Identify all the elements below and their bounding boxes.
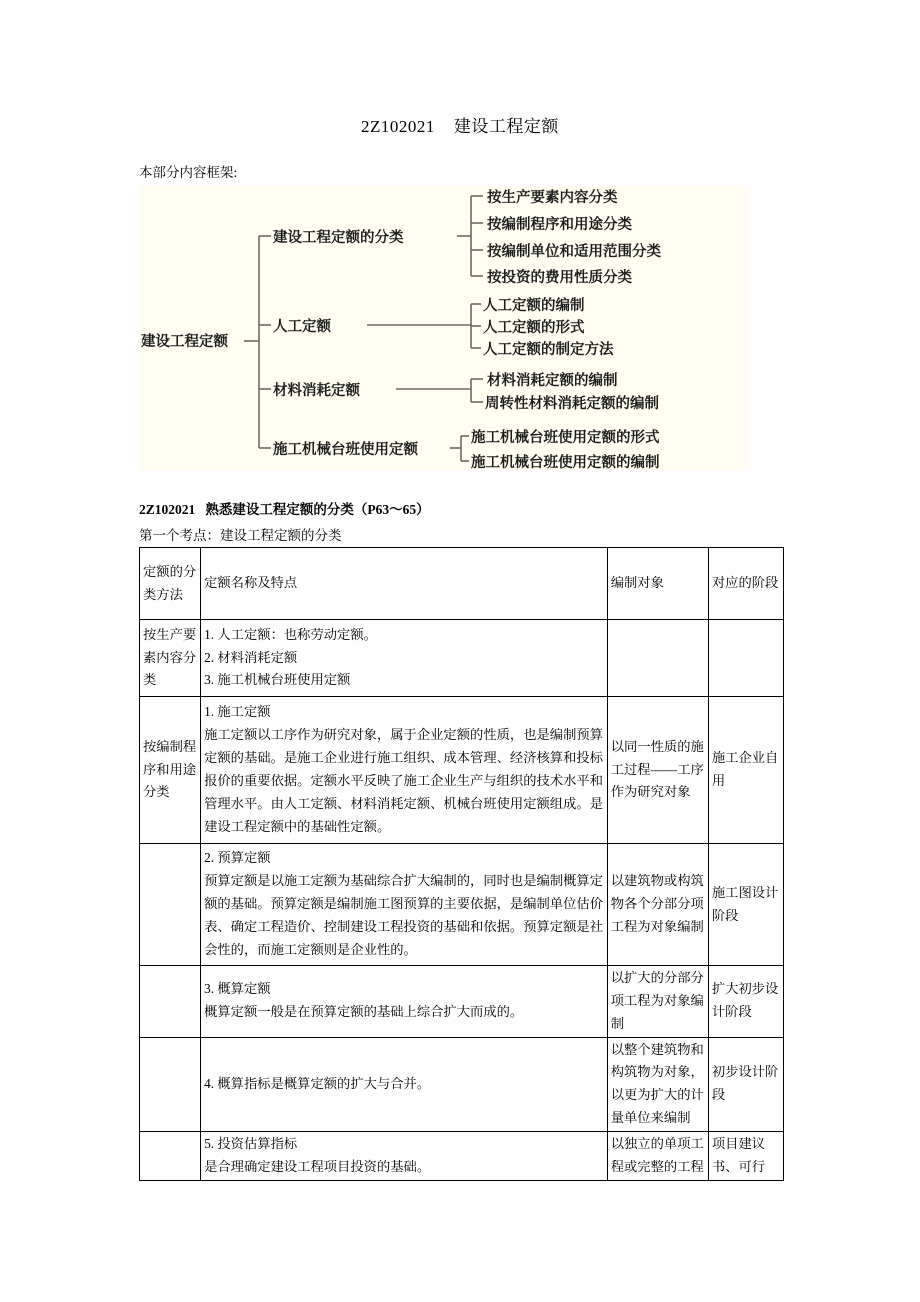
cell-object: 以整个建筑物和构筑物为对象，以更为扩大的计量单位来编制 — [607, 1037, 708, 1131]
table-header-row — [140, 548, 784, 620]
diagram-branch-label-4: 施工机械台班使用定额 — [273, 442, 418, 458]
cell-stage — [708, 620, 783, 697]
cell-name-line: 5. 投资估算指标 — [204, 1136, 298, 1152]
content-framework-diagram — [139, 186, 746, 470]
cell-stage: 扩大初步设计阶段 — [708, 966, 783, 1038]
cell-method — [140, 966, 201, 1038]
table-row — [140, 620, 784, 697]
cell-name-line: 3. 概算定额 — [204, 981, 271, 997]
cell-stage: 项目建议书、可行 — [708, 1132, 783, 1181]
section-subheading: 第一个考点：建设工程定额的分类 — [139, 528, 342, 543]
table-row — [140, 697, 784, 844]
table-row — [140, 966, 784, 1038]
diagram-branch-label-3: 材料消耗定额 — [273, 383, 360, 399]
diagram-leaf-3-1: 材料消耗定额的编制 — [487, 373, 618, 389]
diagram-leaf-1-1: 按生产要素内容分类 — [487, 190, 618, 206]
definition-classification-table — [139, 547, 784, 1181]
cell-name-line: 1. 施工定额 — [204, 704, 271, 720]
cell-method: 按生产要素内容分类 — [140, 620, 201, 697]
cell-name-line: 1. 人工定额：也称劳动定额。 — [204, 626, 377, 642]
cell-object: 以同一性质的施工过程——工序作为研究对象 — [607, 697, 708, 844]
cell-method — [140, 844, 201, 966]
cell-name — [201, 966, 608, 1038]
diagram-leaf-1-2: 按编制程序和用途分类 — [487, 217, 632, 233]
cell-method — [140, 1132, 201, 1181]
diagram-root-label: 建设工程定额 — [141, 334, 228, 350]
cell-name-line: 是合理确定建设工程项目投资的基础。 — [204, 1158, 431, 1174]
diagram-branch-label-1: 建设工程定额的分类 — [273, 230, 404, 246]
diagram-leaf-3-2: 周转性材料消耗定额的编制 — [485, 396, 659, 412]
cell-name — [201, 697, 608, 844]
cell-name-line: 概算定额一般是在预算定额的基础上综合扩大而成的。 — [204, 1004, 524, 1020]
header-cell-stage: 对应的阶段 — [708, 548, 783, 620]
cell-stage: 初步设计阶段 — [708, 1037, 783, 1131]
diagram-leaf-2-1: 人工定额的编制 — [483, 298, 585, 314]
cell-stage: 施工图设计阶段 — [708, 844, 783, 966]
table-row — [140, 1132, 784, 1181]
cell-name-line: 2. 预算定额 — [204, 850, 271, 866]
diagram-leaf-2-2: 人工定额的形式 — [483, 320, 585, 336]
diagram-leaf-1-3: 按编制单位和适用范围分类 — [487, 244, 661, 260]
header-cell-method: 定额的分类方法 — [140, 548, 201, 620]
page-title: 2Z102021 建设工程定额 — [361, 117, 559, 136]
table-row — [140, 1037, 784, 1131]
cell-name — [201, 844, 608, 966]
diagram-leaf-4-2: 施工机械台班使用定额的编制 — [471, 455, 660, 470]
cell-method: 按编制程序和用途分类 — [140, 697, 201, 844]
cell-name-line: 施工定额以工序作为研究对象，属于企业定额的性质，也是编制预算定额的基础。是施工企业进行施工组织、成本管理、经济核算和投标报价的重要依据。定额水平反映了施工企业生产与组织的技术水平和管理水平。由人工定额、材料消耗定额、机械台班使用定额组成。是建设工程定额中的基础性定额。 — [204, 727, 603, 834]
cell-name — [201, 1037, 608, 1131]
cell-name — [201, 1132, 608, 1181]
cell-object: 以建筑物或构筑物各个分部分项工程为对象编制 — [607, 844, 708, 966]
cell-name-line: 2. 材料消耗定额 — [204, 649, 298, 665]
cell-object: 以独立的单项工程或完整的工程 — [607, 1132, 708, 1181]
cell-object: 以扩大的分部分项工程为对象编制 — [607, 966, 708, 1038]
diagram-leaf-1-4: 按投资的费用性质分类 — [487, 270, 632, 286]
diagram-leaf-4-1: 施工机械台班使用定额的形式 — [471, 430, 660, 446]
diagram-leaf-2-3: 人工定额的制定方法 — [483, 342, 614, 358]
cell-method — [140, 1037, 201, 1131]
cell-name — [201, 620, 608, 697]
cell-name-line: 4. 概算指标是概算定额的扩大与合并。 — [204, 1075, 431, 1091]
section-heading: 2Z102021 熟悉建设工程定额的分类（P63～65） — [139, 502, 430, 517]
cell-stage: 施工企业自用 — [708, 697, 783, 844]
diagram-branch-label-2: 人工定额 — [273, 319, 331, 335]
cell-name-line: 3. 施工机械台班使用定额 — [204, 672, 351, 688]
header-cell-name: 定额名称及特点 — [201, 548, 608, 620]
cell-object — [607, 620, 708, 697]
intro-text: 本部分内容框架: — [139, 165, 238, 180]
table-row — [140, 844, 784, 966]
header-cell-object: 编制对象 — [607, 548, 708, 620]
cell-name-line: 预算定额是以施工定额为基础综合扩大编制的，同时也是编制概算定额的基础。预算定额是编制施工图预算的主要依据，是编制单位估价表、确定工程造价、控制建设工程投资的基础和依据。预算定额是社会性的，而施工定额则是企业性的。 — [204, 873, 603, 957]
